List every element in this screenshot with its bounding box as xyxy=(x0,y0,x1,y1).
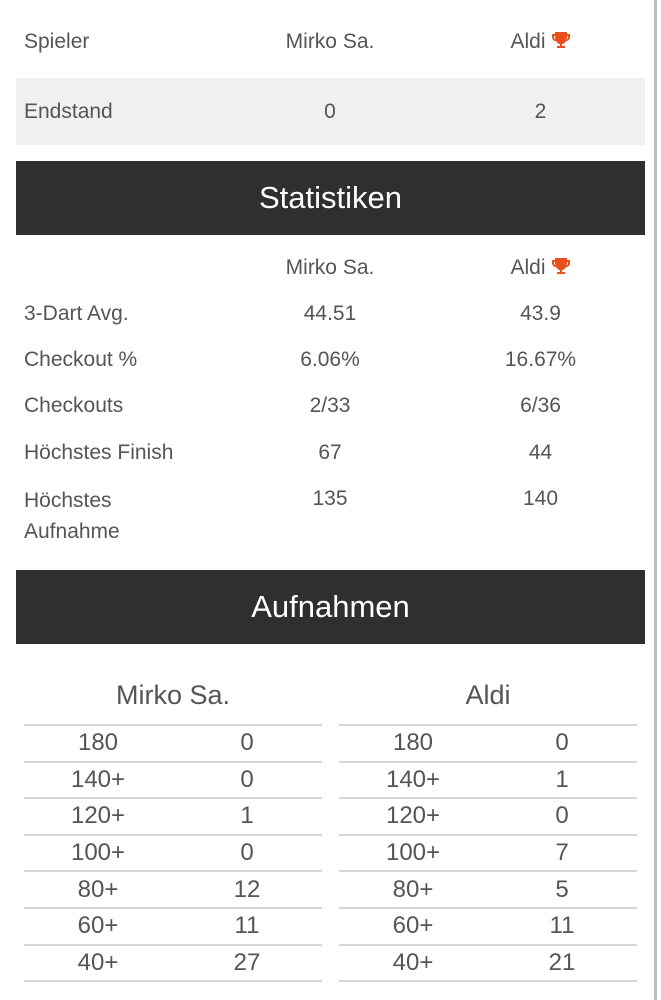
aufnahmen-p2-name: Aldi xyxy=(339,676,637,726)
stats-row-label: Höchstes Aufnahme xyxy=(24,489,120,543)
range-label: 60+ xyxy=(392,912,434,940)
aufnahmen-title: Aufnahmen xyxy=(251,589,410,624)
table-row xyxy=(339,836,637,873)
stats-row-p2: 43.9 xyxy=(520,302,561,325)
stats-row-p1: 44.51 xyxy=(303,302,357,325)
final-score-row xyxy=(16,78,645,145)
range-count: 0 xyxy=(240,729,254,757)
range-label: 80+ xyxy=(77,875,119,903)
stats-row-label: Checkout % xyxy=(24,348,138,371)
trophy-icon xyxy=(551,30,571,56)
range-label: 100+ xyxy=(70,839,126,867)
range-count: 11 xyxy=(549,912,575,940)
players-header-row xyxy=(16,30,645,56)
stats-row-p2: 6/36 xyxy=(520,394,561,417)
stats-row-p1: 6.06% xyxy=(300,348,360,371)
table-row xyxy=(339,872,637,909)
aufnahmen-table-p1 xyxy=(24,676,322,982)
player2-cell xyxy=(436,30,645,56)
stats-row-p2: 44 xyxy=(528,441,553,464)
range-count: 0 xyxy=(240,839,254,867)
table-row xyxy=(339,909,637,946)
range-label: 60+ xyxy=(77,912,119,940)
range-label: 120+ xyxy=(70,802,126,830)
stats-section-header xyxy=(16,161,645,235)
table-row xyxy=(339,799,637,836)
table-row xyxy=(24,836,322,873)
final-score-p1: 0 xyxy=(324,99,336,123)
stats-header-row xyxy=(16,256,645,282)
stats-row-highest-score xyxy=(16,487,645,547)
range-count: 7 xyxy=(555,839,569,867)
table-row xyxy=(339,726,637,763)
range-label: 40+ xyxy=(77,948,119,976)
table-row xyxy=(24,726,322,763)
range-count: 5 xyxy=(555,875,569,903)
stats-row-label: Höchstes Finish xyxy=(24,441,174,464)
stats-row-label: Checkouts xyxy=(24,394,124,417)
table-row xyxy=(24,872,322,909)
stats-row-p1: 67 xyxy=(318,441,342,464)
range-label: 180 xyxy=(392,729,434,757)
aufnahmen-p1-name: Mirko Sa. xyxy=(24,676,322,726)
range-label: 140+ xyxy=(70,765,126,793)
stats-row-label: 3-Dart Avg. xyxy=(24,302,129,325)
stats-player2-cell xyxy=(436,256,645,282)
range-count: 12 xyxy=(233,875,261,903)
scrollbar[interactable] xyxy=(654,0,657,1000)
stats-player1-name: Mirko Sa. xyxy=(285,256,375,279)
range-count: 0 xyxy=(555,802,569,830)
table-row xyxy=(339,763,637,800)
stats-title: Statistiken xyxy=(258,180,402,215)
table-row xyxy=(24,909,322,946)
final-score-p2: 2 xyxy=(534,99,547,123)
range-count: 1 xyxy=(240,802,254,830)
range-count: 0 xyxy=(555,729,569,757)
range-count: 0 xyxy=(240,765,254,793)
stats-row-avg xyxy=(16,302,645,326)
stats-row-p1: 2/33 xyxy=(309,394,351,417)
range-label: 80+ xyxy=(392,875,434,903)
final-score-label: Endstand xyxy=(24,99,113,123)
stats-row-checkout-pct xyxy=(16,348,645,372)
range-label: 180 xyxy=(77,729,119,757)
range-label: 140+ xyxy=(385,765,441,793)
stats-row-p1: 135 xyxy=(312,487,348,510)
stats-player2-name: Aldi xyxy=(510,256,546,279)
range-count: 27 xyxy=(233,948,261,976)
trophy-icon xyxy=(551,256,571,282)
range-label: 40+ xyxy=(392,948,434,976)
player2-name: Aldi xyxy=(510,30,546,53)
range-label: 120+ xyxy=(385,802,441,830)
table-row xyxy=(24,799,322,836)
table-row xyxy=(24,946,322,983)
player1-name: Mirko Sa. xyxy=(285,30,375,53)
stats-row-checkouts xyxy=(16,394,645,418)
aufnahmen-section-header xyxy=(16,570,645,644)
range-count: 21 xyxy=(548,948,576,976)
range-label: 100+ xyxy=(385,839,441,867)
table-row xyxy=(339,946,637,983)
range-count: 11 xyxy=(234,912,260,940)
table-row xyxy=(24,763,322,800)
stats-row-p2: 16.67% xyxy=(504,348,577,371)
stats-row-highest-finish xyxy=(16,441,645,465)
range-count: 1 xyxy=(555,765,569,793)
players-header-label: Spieler xyxy=(24,30,90,53)
aufnahmen-table-p2 xyxy=(339,676,637,982)
stats-row-p2: 140 xyxy=(522,487,559,510)
